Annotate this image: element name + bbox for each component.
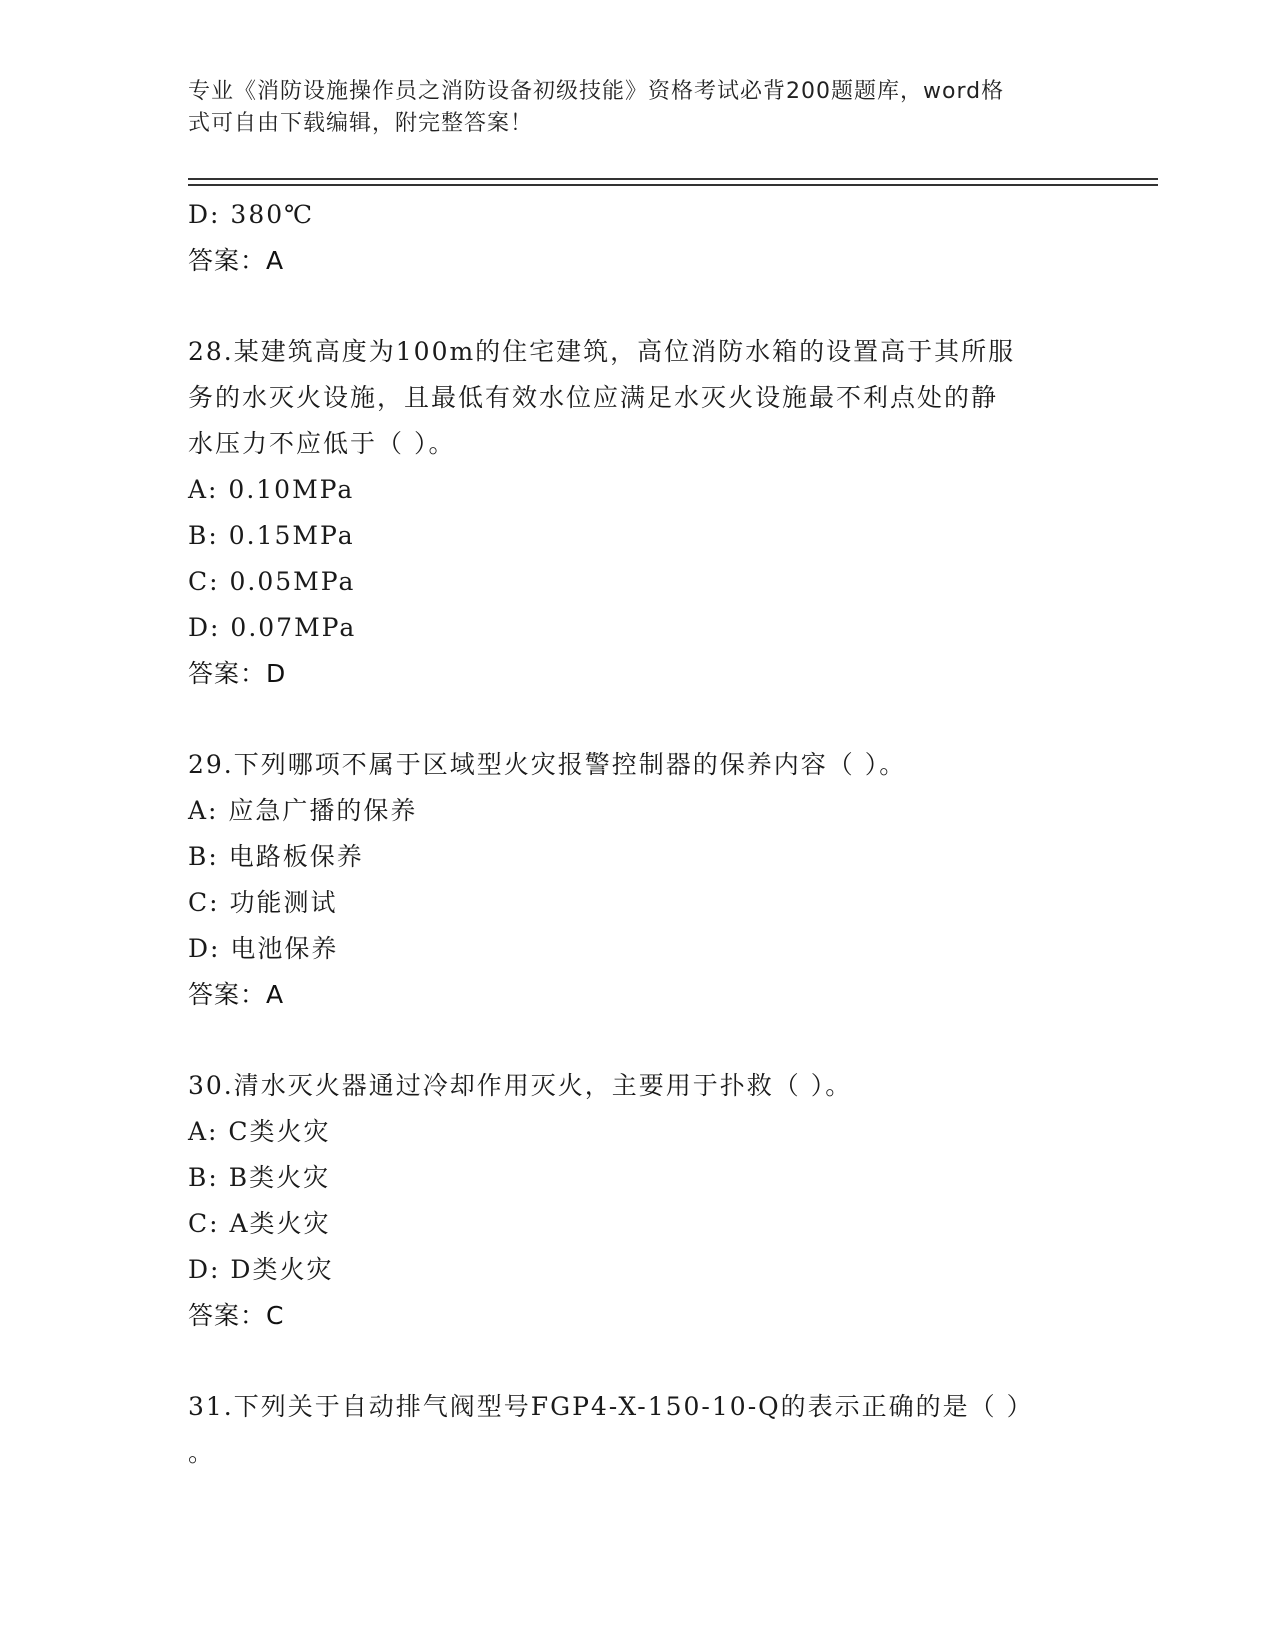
header-divider-bottom xyxy=(188,184,1158,186)
question-28-option-d: D: 0.07MPa xyxy=(188,613,357,642)
document-header xyxy=(188,76,1068,140)
question-28-option-c: C: 0.05MPa xyxy=(188,567,356,596)
question-30-line-1: 30.清水灭火器通过冷却作用灭火，主要用于扑救（ ）。 xyxy=(188,1071,853,1100)
question-30-option-d: D: D类火灾 xyxy=(188,1255,334,1284)
question-28 xyxy=(188,329,1068,467)
question-content xyxy=(188,192,1068,1476)
question-28-line-2: 务的水灭火设施，且最低有效水位应满足水灭火设施最不利点处的静 xyxy=(188,383,999,412)
question-28-line-3: 水压力不应低于（ ）。 xyxy=(188,429,456,458)
question-29 xyxy=(188,742,1068,788)
question-28-answer: 答案：D xyxy=(188,659,287,688)
question-30-option-b: B: B类火灾 xyxy=(188,1163,331,1192)
question-31-line-2: 。 xyxy=(188,1438,216,1467)
prev-option-d: D: 380℃ xyxy=(188,200,315,229)
question-29-answer: 答案：A xyxy=(188,980,285,1009)
question-31 xyxy=(188,1384,1068,1476)
question-30-option-a: A: C类火灾 xyxy=(188,1117,331,1146)
header-line-2: 式可自由下载编辑，附完整答案！ xyxy=(188,111,534,136)
question-28-option-b: B: 0.15MPa xyxy=(188,521,355,550)
header-line-1: 专业《消防设施操作员之消防设备初级技能》资格考试必背200题题库，word格 xyxy=(188,79,1005,104)
header-divider-top xyxy=(188,178,1158,180)
question-29-line-1: 29.下列哪项不属于区域型火灾报警控制器的保养内容（ ）。 xyxy=(188,750,907,779)
spacer xyxy=(188,1018,1068,1063)
spacer xyxy=(188,1339,1068,1384)
question-29-option-a: A: 应急广播的保养 xyxy=(188,796,418,825)
question-29-option-c: C: 功能测试 xyxy=(188,888,338,917)
question-29-option-d: D: 电池保养 xyxy=(188,934,339,963)
question-28-line-1: 28.某建筑高度为100m的住宅建筑，高位消防水箱的设置高于其所服 xyxy=(188,337,1016,366)
question-28-option-a: A: 0.10MPa xyxy=(188,475,355,504)
spacer xyxy=(188,697,1068,742)
question-30-answer: 答案：C xyxy=(188,1301,285,1330)
spacer xyxy=(188,284,1068,329)
question-29-option-b: B: 电路板保养 xyxy=(188,842,364,871)
question-31-line-1: 31.下列关于自动排气阀型号FGP4-X-150-10-Q的表示正确的是（ ） xyxy=(188,1392,1034,1421)
question-30 xyxy=(188,1063,1068,1109)
question-30-option-c: C: A类火灾 xyxy=(188,1209,331,1238)
prev-answer: 答案：A xyxy=(188,246,285,275)
